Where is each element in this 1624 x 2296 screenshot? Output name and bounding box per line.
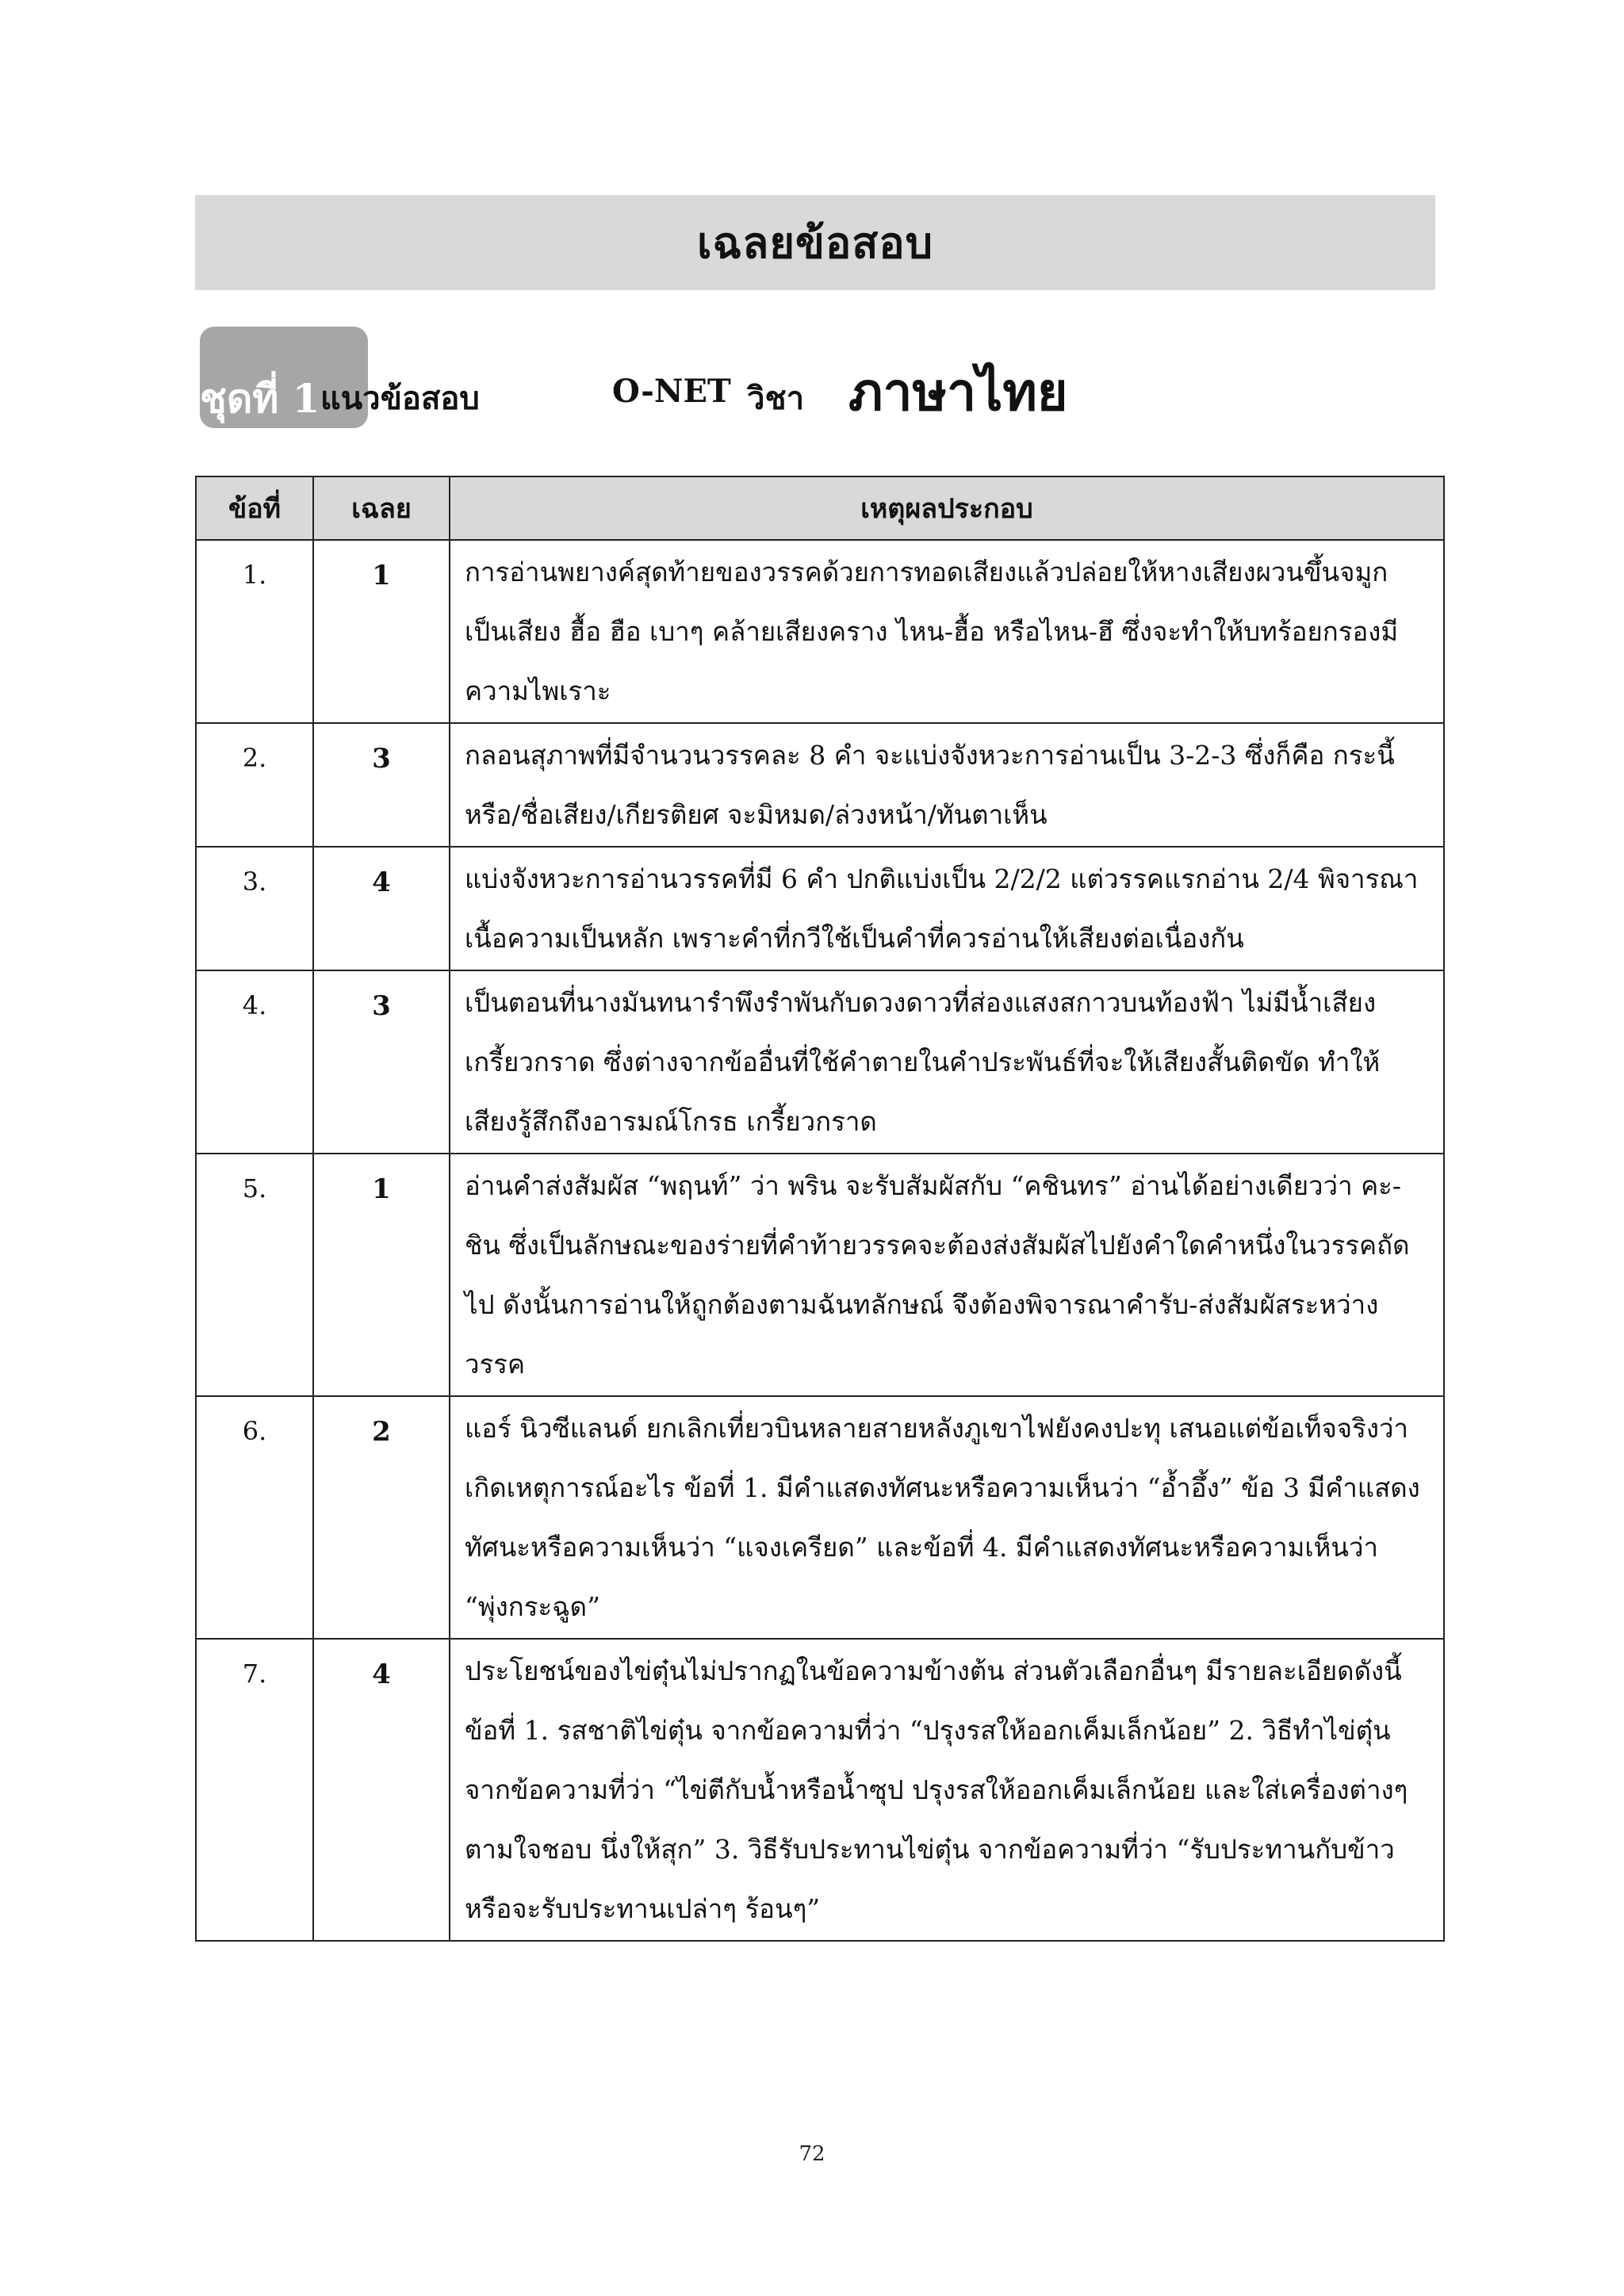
exam-name: O-NET: [612, 373, 731, 410]
answer-value: 3: [313, 970, 450, 1154]
table-row: [196, 970, 1444, 1154]
answer-reason: แอร์ นิวซีแลนด์ ยกเลิกเที่ยวบินหลายสายหลังภูเขาไฟยังคงปะทุ เสนอแต่ข้อเท็จจริงว่า เกิดเหตุการณ์อะไร ข้อที่ 1. มีคำแสดงทัศนะหรือความเห็นว่า “อ้ำอึ้ง” ข้อ 3 มีคำแสดงทัศนะหรือความเห็นว่า “แจงเครียด” และข้อที่ 4. มีคำแสดงทัศนะหรือความเห็นว่า “พุ่งกระฉูด”: [450, 1396, 1444, 1639]
answer-value: 1: [313, 1154, 450, 1396]
answer-table: [195, 476, 1445, 1942]
table-row: [196, 1639, 1444, 1941]
question-number: 3.: [196, 847, 313, 970]
answer-value: 4: [313, 1639, 450, 1941]
set-badge-label: ชุดที่ 1: [200, 375, 320, 422]
table-row: [196, 540, 1444, 723]
question-number: 4.: [196, 970, 313, 1154]
table-row: [196, 1154, 1444, 1396]
answer-reason: ประโยชน์ของไข่ตุ๋นไม่ปรากฏในข้อความข้างต้น ส่วนตัวเลือกอื่นๆ มีรายละเอียดดังนี้ ข้อที่ 1. รสชาติไข่ตุ๋น จากข้อความที่ว่า “ปรุงรสให้ออกเค็มเล็กน้อย” 2. วิธีทำไข่ตุ๋น จากข้อความที่ว่า “ไข่ตีกับน้ำหรือน้ำซุป ปรุงรสให้ออกเค็มเล็กน้อย และใส่เครื่องต่างๆ ตามใจชอบ นึ่งให้สุก” 3. วิธีรับประทานไข่ตุ๋น จากข้อความที่ว่า “รับประทานกับข้าว หรือจะรับประทานเปล่าๆ ร้อนๆ”: [450, 1639, 1444, 1941]
answer-value: 3: [313, 723, 450, 847]
answer-reason: แบ่งจังหวะการอ่านวรรคที่มี 6 คำ ปกติแบ่งเป็น 2/2/2 แต่วรรคแรกอ่าน 2/4 พิจารณาเนื้อความเป็นหลัก เพราะคำที่กวีใช้เป็นคำที่ควรอ่านให้เสียงต่อเนื่องกัน: [450, 847, 1444, 970]
subject-name: ภาษาไทย: [848, 361, 1068, 423]
answer-reason: เป็นตอนที่นางมันทนารำพึงรำพันกับดวงดาวที่ส่องแสงสกาวบนท้องฟ้า ไม่มีน้ำเสียงเกรี้ยวกราด ซึ่งต่างจากข้ออื่นที่ใช้คำตายในคำประพันธ์ที่จะให้เสียงสั้นติดขัด ทำให้เสียงรู้สึกถึงอารมณ์โกรธ เกรี้ยวกราด: [450, 970, 1444, 1154]
page-title: เฉลยข้อสอบ: [697, 217, 933, 268]
set-header: [200, 327, 1437, 430]
page-number: 72: [799, 2142, 825, 2166]
answer-value: 2: [313, 1396, 450, 1639]
subject-prefix: วิชา: [747, 380, 805, 417]
set-guide-label: แนวข้อสอบ: [320, 380, 480, 417]
column-header-answer: เฉลย: [313, 476, 450, 540]
question-number: 2.: [196, 723, 313, 847]
table-row: [196, 847, 1444, 970]
column-header-number: ข้อที่: [196, 476, 313, 540]
answer-reason: กลอนสุภาพที่มีจำนวนวรรคละ 8 คำ จะแบ่งจังหวะการอ่านเป็น 3-2-3 ซึ่งก็คือ กระนี้หรือ/ชื่อเสียง/เกียรติยศ จะมิหมด/ล่วงหน้า/ทันตาเห็น: [450, 723, 1444, 847]
table-header-row: [196, 476, 1444, 540]
question-number: 7.: [196, 1639, 313, 1941]
table-row: [196, 723, 1444, 847]
question-number: 6.: [196, 1396, 313, 1639]
answer-value: 4: [313, 847, 450, 970]
column-header-reason: เหตุผลประกอบ: [450, 476, 1444, 540]
page-title-band: [195, 195, 1435, 290]
table-row: [196, 1396, 1444, 1639]
answer-value: 1: [313, 540, 450, 723]
question-number: 5.: [196, 1154, 313, 1396]
answer-reason: การอ่านพยางค์สุดท้ายของวรรคด้วยการทอดเสียงแล้วปล่อยให้หางเสียงผวนขึ้นจมูกเป็นเสียง ฮื้อ ฮือ เบาๆ คล้ายเสียงคราง ไหน-ฮื้อ หรือไหน-ฮึ ซึ่งจะทำให้บทร้อยกรองมีความไพเราะ: [450, 540, 1444, 723]
question-number: 1.: [196, 540, 313, 723]
answer-reason: อ่านคำส่งสัมผัส “พฤนท์” ว่า พริน จะรับสัมผัสกับ “คชินทร” อ่านได้อย่างเดียวว่า คะ-ชิน ซึ่งเป็นลักษณะของร่ายที่คำท้ายวรรคจะต้องส่งสัมผัสไปยังคำใดคำหนึ่งในวรรคถัดไป ดังนั้นการอ่านให้ถูกต้องตามฉันทลักษณ์ จึงต้องพิจารณาคำรับ-ส่งสัมผัสระหว่างวรรค: [450, 1154, 1444, 1396]
